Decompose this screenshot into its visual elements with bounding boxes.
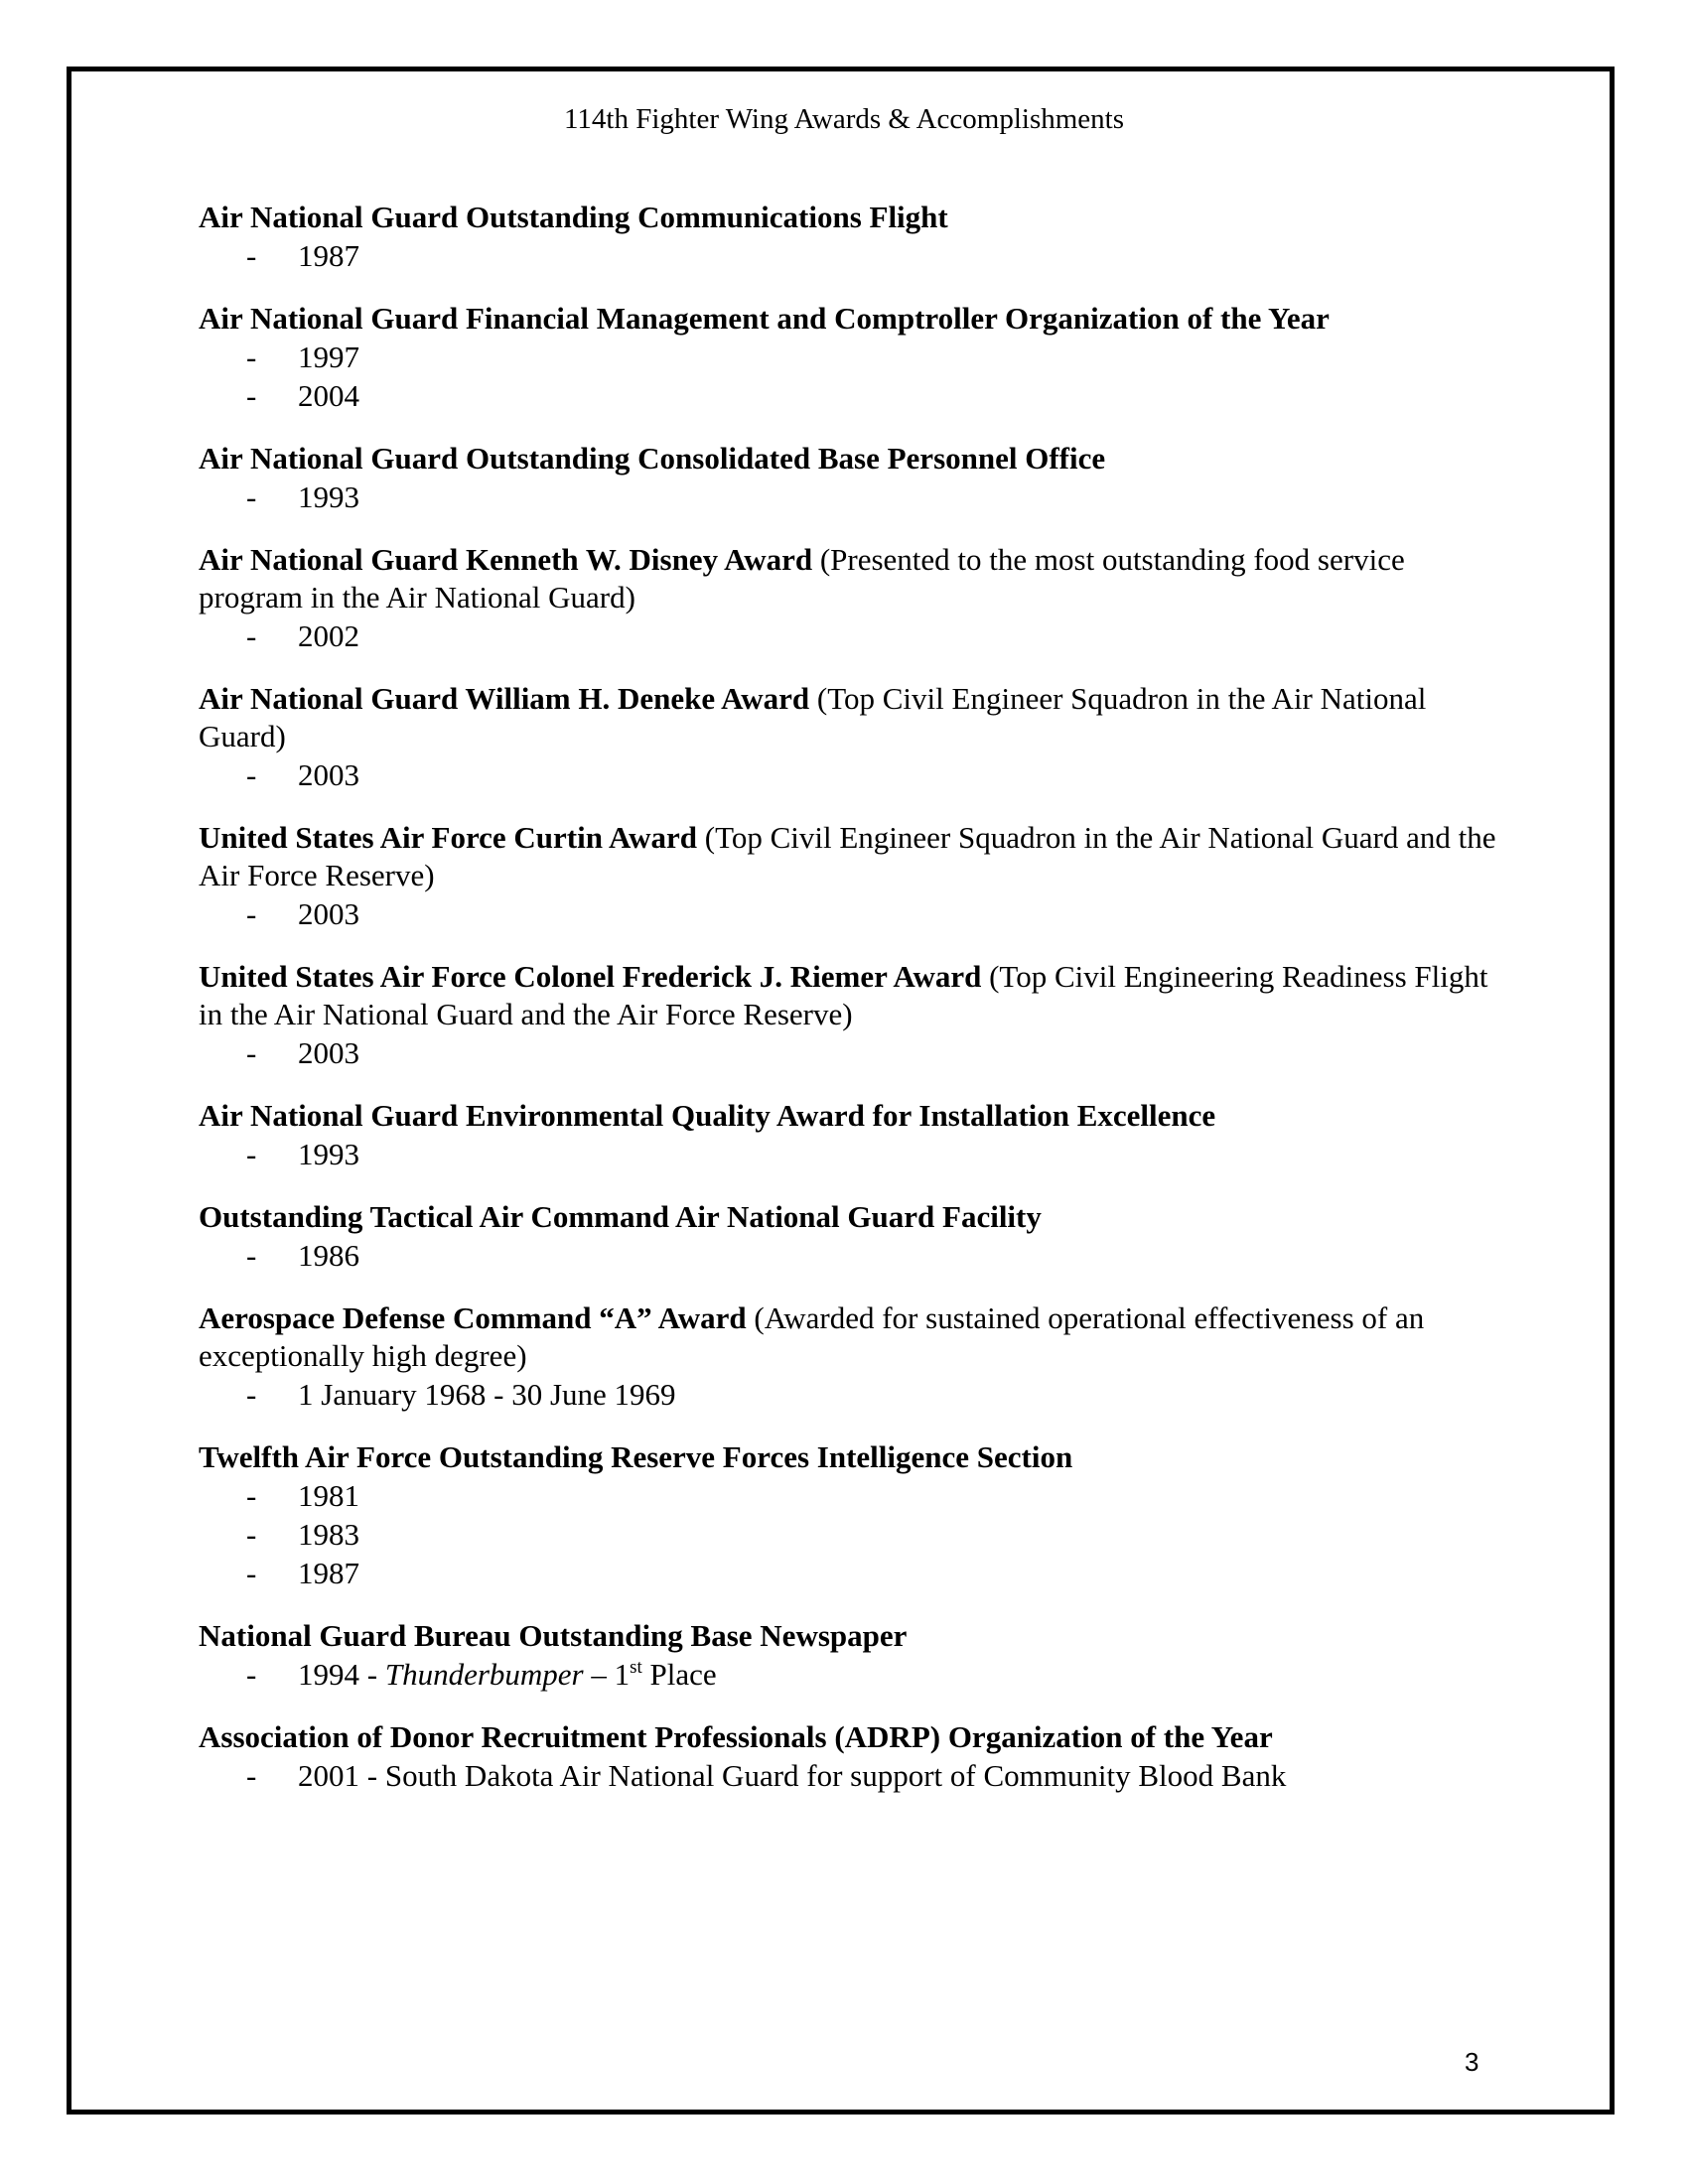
- award-year-entry: [199, 894, 1509, 933]
- award-years: [199, 1135, 1509, 1173]
- award-year-entry: [199, 338, 1509, 376]
- award-year: 2003: [298, 896, 359, 931]
- award-title: Air National Guard Outstanding Consolidated Base Personnel Office: [199, 441, 1106, 476]
- award-item: [199, 819, 1509, 933]
- award-description: (Presented to the most outstanding food service program in the Air National Guard): [199, 542, 1405, 614]
- award-title: Air National Guard Kenneth W. Disney Award: [199, 542, 813, 577]
- award-title: Air National Guard Environmental Quality Award for Installation Excellence: [199, 1098, 1216, 1133]
- award-year-entry: [199, 1476, 1509, 1515]
- award-heading: [199, 1097, 1509, 1135]
- bullet-dash: -: [246, 1517, 257, 1552]
- award-title: Twelfth Air Force Outstanding Reserve Forces Intelligence Section: [199, 1439, 1073, 1474]
- award-years: [199, 236, 1509, 275]
- award-years: [199, 1756, 1509, 1795]
- bullet-dash: -: [246, 1758, 257, 1793]
- bullet-dash: -: [246, 1238, 257, 1273]
- award-description: (Top Civil Engineer Squadron in the Air National Guard and the Air Force Reserve): [199, 820, 1496, 892]
- bullet-dash: -: [246, 340, 257, 374]
- award-year-entry: [199, 1554, 1509, 1592]
- award-heading: [199, 199, 1509, 236]
- award-year-entry: [199, 616, 1509, 655]
- award-year-entry: [199, 376, 1509, 415]
- award-years: [199, 1476, 1509, 1592]
- award-year-entry: [199, 236, 1509, 275]
- award-heading: [199, 1718, 1509, 1756]
- award-year-entry: [199, 1515, 1509, 1554]
- award-item: [199, 300, 1509, 415]
- award-heading: [199, 541, 1509, 616]
- bullet-dash: -: [246, 896, 257, 931]
- bullet-dash: -: [246, 1556, 257, 1590]
- placement-label: Place: [641, 1657, 717, 1692]
- award-year-entry: [199, 1135, 1509, 1173]
- bullet-dash: -: [246, 238, 257, 273]
- bullet-dash: -: [246, 1657, 257, 1692]
- award-heading: [199, 440, 1509, 478]
- award-years: [199, 1033, 1509, 1072]
- award-year: 1 January 1968 - 30 June 1969: [298, 1377, 676, 1412]
- award-item: [199, 1198, 1509, 1275]
- award-heading: [199, 958, 1509, 1033]
- award-year-entry: [199, 1375, 1509, 1414]
- award-item: [199, 1097, 1509, 1173]
- newspaper-name: Thunderbumper: [384, 1657, 584, 1692]
- bullet-dash: -: [246, 1137, 257, 1171]
- bullet-dash: -: [246, 1377, 257, 1412]
- award-year: 1987: [298, 238, 359, 273]
- award-heading: [199, 1617, 1509, 1655]
- page-number: 3: [1465, 2047, 1479, 2077]
- award-heading: [199, 1198, 1509, 1236]
- award-year: 1983: [298, 1517, 359, 1552]
- award-year-entry: [199, 478, 1509, 516]
- placement-separator: – 1: [583, 1657, 631, 1692]
- award-title: National Guard Bureau Outstanding Base Newspaper: [199, 1618, 908, 1653]
- award-title: Outstanding Tactical Air Command Air National Guard Facility: [199, 1199, 1042, 1234]
- award-year-entry: [199, 755, 1509, 794]
- award-years: [199, 1375, 1509, 1414]
- award-title: Air National Guard William H. Deneke Award: [199, 681, 810, 716]
- awards-list: [199, 199, 1509, 1820]
- bullet-dash: -: [246, 618, 257, 653]
- bullet-dash: -: [246, 479, 257, 514]
- award-item: [199, 680, 1509, 794]
- award-title: Air National Guard Financial Management and Comptroller Organization of the Year: [199, 301, 1330, 336]
- award-heading: [199, 819, 1509, 894]
- award-year: 2003: [298, 1035, 359, 1070]
- award-year-entry: [199, 1033, 1509, 1072]
- award-year: 2002: [298, 618, 359, 653]
- newspaper-year: 1994 -: [298, 1657, 385, 1692]
- award-year: 1993: [298, 479, 359, 514]
- award-item: [199, 1718, 1509, 1795]
- award-title: Aerospace Defense Command “A” Award: [199, 1300, 747, 1335]
- bullet-dash: -: [246, 1478, 257, 1513]
- award-title: Air National Guard Outstanding Communications Flight: [199, 200, 948, 234]
- award-item: [199, 440, 1509, 516]
- award-year: 1993: [298, 1137, 359, 1171]
- award-item: [199, 1617, 1509, 1694]
- award-years: [199, 1236, 1509, 1275]
- award-years: [199, 755, 1509, 794]
- award-year: 2001 - South Dakota Air National Guard for support of Community Blood Bank: [298, 1758, 1287, 1793]
- award-item: [199, 541, 1509, 655]
- award-description: (Top Civil Engineering Readiness Flight in the Air National Guard and the Air Force Reserve): [199, 959, 1488, 1031]
- bullet-dash: -: [246, 757, 257, 792]
- award-heading: [199, 1299, 1509, 1375]
- award-year: 1997: [298, 340, 359, 374]
- award-item: [199, 199, 1509, 275]
- award-years: [199, 338, 1509, 415]
- award-year-entry: [199, 1236, 1509, 1275]
- bullet-dash: -: [246, 1035, 257, 1070]
- award-year-entry: [199, 1756, 1509, 1795]
- placement-ordinal: st: [630, 1657, 642, 1678]
- award-title: Association of Donor Recruitment Professionals (ADRP) Organization of the Year: [199, 1719, 1273, 1754]
- award-heading: [199, 1438, 1509, 1476]
- award-heading: [199, 300, 1509, 338]
- page-header: 114th Fighter Wing Awards & Accomplishments: [563, 103, 1125, 135]
- award-years: [199, 894, 1509, 933]
- award-description: (Awarded for sustained operational effectiveness of an exceptionally high degree): [199, 1300, 1425, 1373]
- bullet-dash: -: [246, 378, 257, 413]
- award-year: 2003: [298, 757, 359, 792]
- award-years: [199, 616, 1509, 655]
- award-year: 1987: [298, 1556, 359, 1590]
- award-description: (Top Civil Engineer Squadron in the Air National Guard): [199, 681, 1427, 753]
- award-item: [199, 958, 1509, 1072]
- award-item: [199, 1299, 1509, 1414]
- award-years: [199, 1655, 1509, 1694]
- award-title: United States Air Force Colonel Frederick J. Riemer Award: [199, 959, 982, 994]
- award-heading: [199, 680, 1509, 755]
- award-title: United States Air Force Curtin Award: [199, 820, 697, 855]
- award-year-entry: [199, 1655, 1509, 1694]
- award-item: [199, 1438, 1509, 1592]
- award-year: 1986: [298, 1238, 359, 1273]
- award-years: [199, 478, 1509, 516]
- award-year: 2004: [298, 378, 359, 413]
- award-year: 1981: [298, 1478, 359, 1513]
